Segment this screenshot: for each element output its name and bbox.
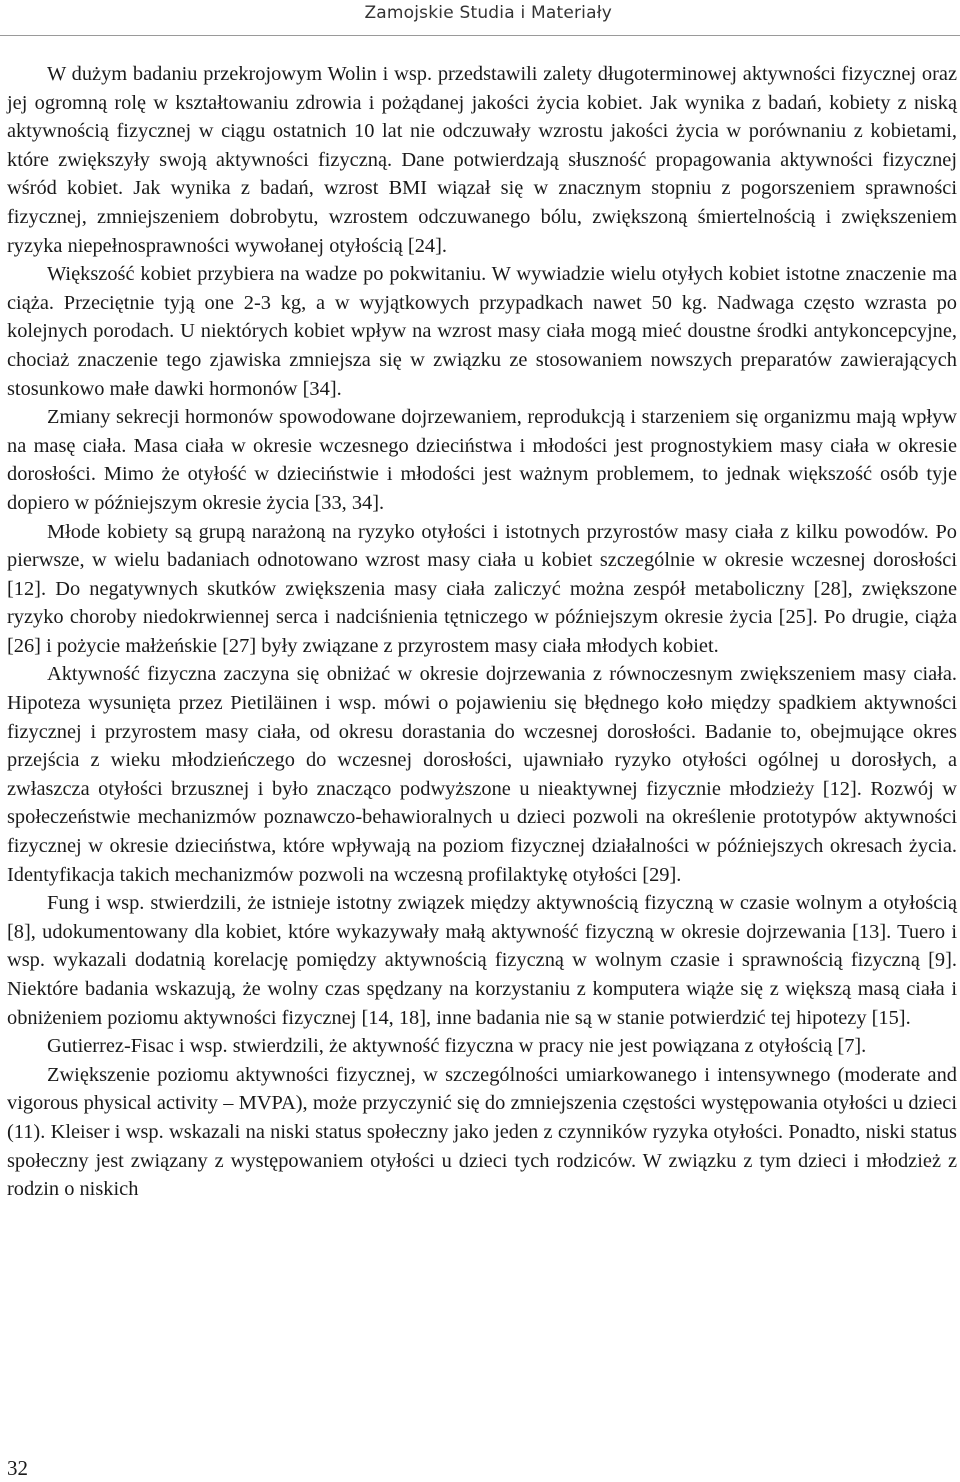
paragraph: Fung i wsp. stwierdzili, że istnieje istotny związek między aktywnością fizyczną w czasie wolnym a otyłością [8], udokumentowany dla kobiet, które wykazywały małą aktywność fizyczną w okresie dojrzewania [13]. Tuero i wsp. wykazali dodatnią korelację pomiędzy aktywnością fizyczną w wolnym czasie i sprawnością fizyczną [9]. Niektóre badania wskazują, że wolny czas spędzany na korzystaniu z komputera wiąże się z większą masą ciała i obniżeniem poziomu aktywności fizycznej [14, 18], inne badania nie są w stanie potwierdzić tej hipotezy [15]. — [7, 892, 957, 1029]
article-body — [7, 60, 957, 1204]
page-number: 32 — [7, 1456, 28, 1480]
paragraph: Większość kobiet przybiera na wadze po pokwitaniu. W wywiadzie wielu otyłych kobiet istotne znaczenie ma ciąża. Przeciętnie tyją one 2-3 kg, a w wyjątkowych przypadkach nawet 50 kg. Nadwaga często wzrasta po kolejnych porodach. U niektórych kobiet wpływ na wzrost masy ciała mogą mieć doustne środki antykoncepcyjne, chociaż znaczenie tego zjawiska zmniejsza się w związku ze stosowaniem nowszych preparatów zawierających stosunkowo małe dawki hormonów [34]. — [7, 263, 957, 400]
paragraph: Młode kobiety są grupą narażoną na ryzyko otyłości i istotnych przyrostów masy ciała z kilku powodów. Po pierwsze, w wielu badaniach odnotowano wzrost masy ciała u kobiet szczególnie w okresie wczesnej dorosłości [12]. Do negatywnych skutków zwiększenia masy ciała zaliczyć można zespół metaboliczny [28], zwiększone ryzyko choroby niedokrwiennej serca i nadciśnienia tętniczego w późniejszym okresie życia [25]. Po drugie, ciąża [26] i pożycie małżeńskie [27] były związane z przyrostem masy ciała młodych kobiet. — [7, 520, 957, 657]
paragraph: Zmiany sekrecji hormonów spowodowane dojrzewaniem, reprodukcją i starzeniem się organizmu mają wpływ na masę ciała. Masa ciała w okresie wczesnego dzieciństwa i młodości jest prognostykiem masy ciała w okresie dorosłości. Mimo że otyłość w dzieciństwie i młodości jest ważnym problemem, to jednak większość osób tyje dopiero w późniejszym okresie życia [33, 34]. — [7, 406, 957, 514]
paragraph: Gutierrez-Fisac i wsp. stwierdzili, że aktywność fizyczna w pracy nie jest powiązana z otyłością [7]. — [47, 1035, 867, 1058]
journal-title: Zamojskie Studia i Materiały — [364, 3, 612, 23]
paragraph: W dużym badaniu przekrojowym Wolin i wsp. przedstawili zalety długoterminowej aktywności fizycznej oraz jej ogromną rolę w kształtowaniu zdrowia i pożądanej jakości życia kobiet. Jak wynika z badań, kobiety z niską aktywnością fizycznej w ciągu ostatnich 10 lat nie odczuwały wzrostu jakości życia w porównaniu z kobietami, które zwiększyły swoją aktywności fizyczną. Dane potwierdzają słuszność propagowania aktywności fizycznej wśród kobiet. Jak wynika z badań, wzrost BMI wiązał się w znacznym stopniu z pogorszeniem sprawności fizycznej, zmniejszeniem dobrobytu, wzrostem odczuwanego bólu, zwiększoną śmiertelnością i zwiększeniem ryzyka niepełnosprawności wywołanej otyłością [24]. — [7, 63, 957, 257]
paragraph: Zwiększenie poziomu aktywności fizycznej, w szczególności umiarkowanego i intensywnego (moderate and vigorous physical activity – MVPA), może przyczynić się do zmniejszenia częstości występowania otyłości u dzieci (11). Kleiser i wsp. wskazali na niski status społeczny jako jeden z czynników ryzyka otyłości. Ponadto, niski status społeczny jest związany z występowaniem otyłości u dzieci tych rodziców. W związku z tym dzieci i młodzież z rodzin o niskich — [7, 1063, 957, 1201]
running-header — [0, 0, 960, 36]
paragraph: Aktywność fizyczna zaczyna się obniżać w okresie dojrzewania z równoczesnym zwiększeniem masy ciała. Hipoteza wysunięta przez Pietiläinen i wsp. mówi o pojawieniu się błędnego koło między spadkiem aktywności fizycznej i przyrostem masy ciała, od okresu dorastania do wczesnej dorosłości. Badanie to, obejmujące okres przejścia z wieku młodzieńczego do wczesnej dorosłości, ujawniało ryzyko otyłości ogólnej u dorosłych, a zwłaszcza otyłości brzusznej i było znacząco podwyższone u nieaktywnej fizycznie młodzieży [12]. Rozwój w społeczeństwie mechanizmów poznawczo-behawioralnych u dzieci pozwoli na określenie prototypów aktywności fizycznej w okresie dzieciństwa, które wpływają na poziom fizycznej działalności w późniejszych okresach życia. Identyfikacja takich mechanizmów pozwoli na wczesną profilaktykę otyłości [29]. — [7, 663, 957, 886]
